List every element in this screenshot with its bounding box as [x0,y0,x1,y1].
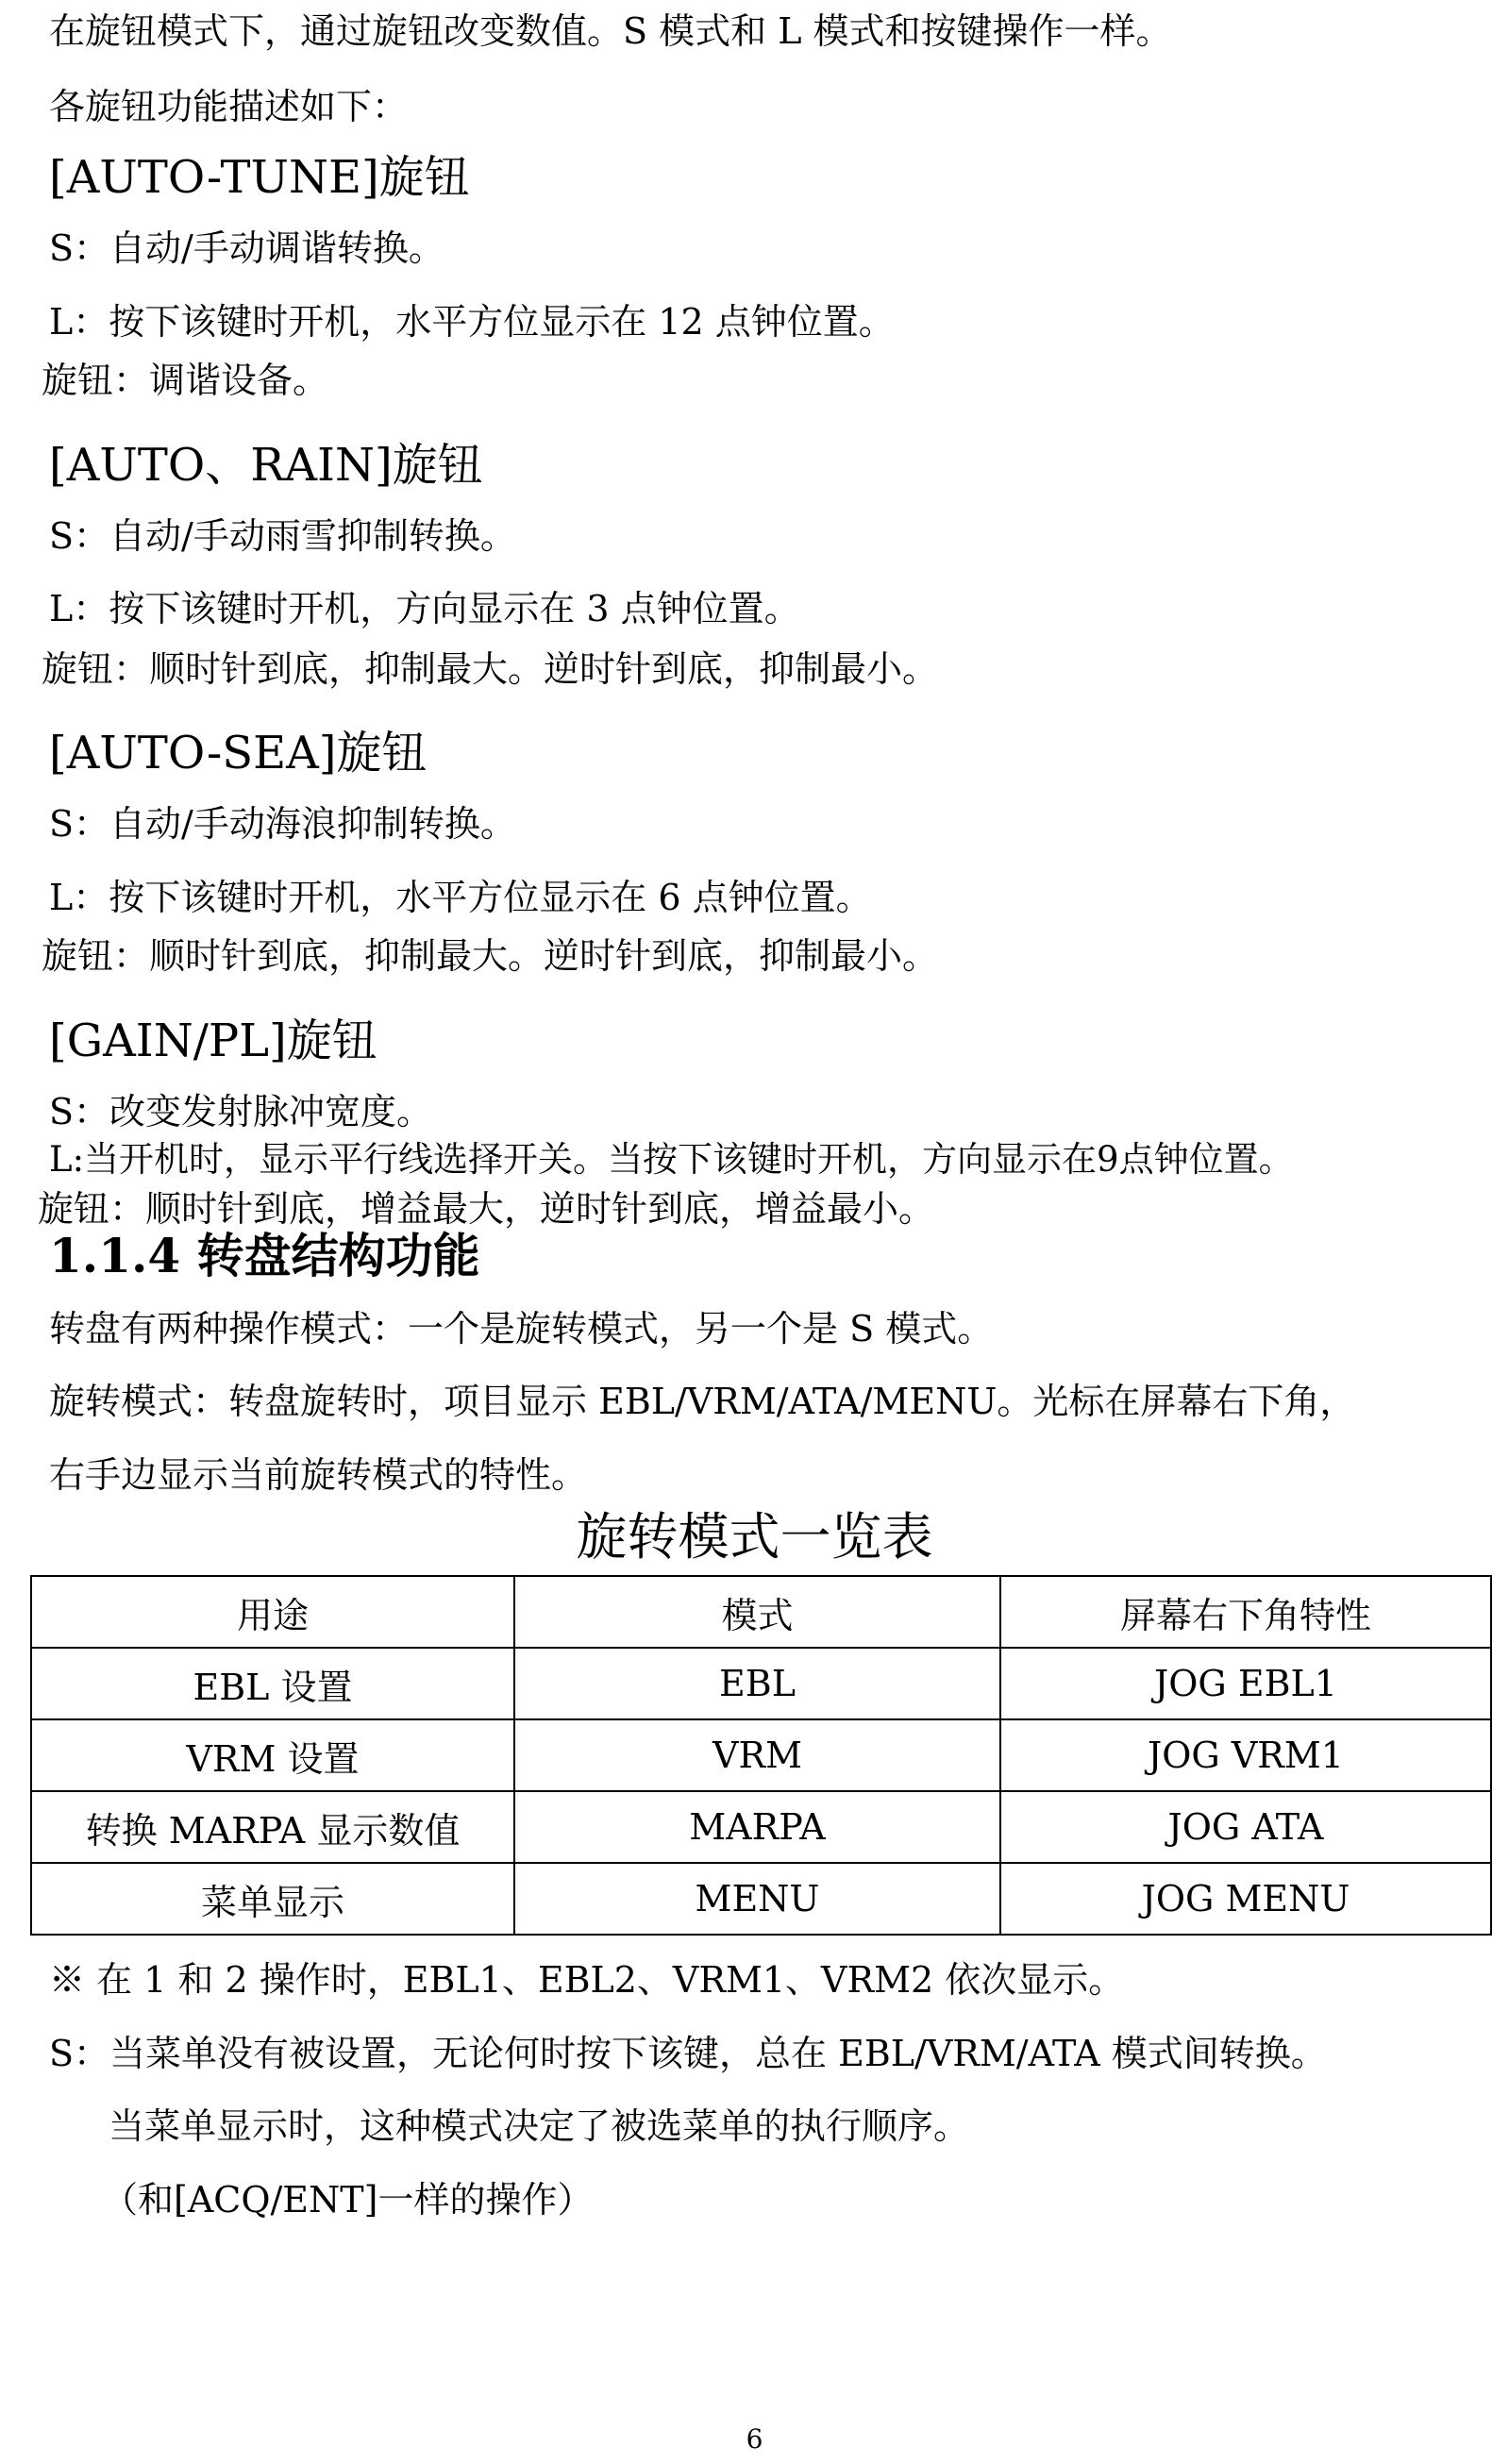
knob-s-gain-pl: S：改变发射脉冲宽度。 [49,1091,433,1132]
note-line-1: ※ 在 1 和 2 操作时，EBL1、EBL2、VRM1、VRM2 依次显示。 [49,1959,1125,2001]
section-paragraph-2: 旋转模式：转盘旋转时，项目显示 EBL/VRM/ATA/MENU。光标在屏幕右下角， [49,1381,1356,1422]
table-cell: JOG EBL1 [1000,1648,1491,1719]
table-row [31,1863,1491,1935]
knob-title-gain-pl: [GAIN/PL]旋钮 [49,1014,377,1067]
knob-title-auto-sea: [AUTO-SEA]旋钮 [49,727,428,779]
table-cell: VRM [514,1719,1000,1791]
knob-s-auto-sea: S：自动/手动海浪抑制转换。 [49,803,516,845]
knob-l-auto-rain: L：按下该键时开机，方向显示在 3 点钟位置。 [49,588,800,629]
knob-l-auto-sea: L：按下该键时开机，水平方位显示在 6 点钟位置。 [49,877,872,918]
table-cell: EBL 设置 [31,1648,514,1719]
table-title: 旋转模式一览表 [576,1507,933,1567]
table-header-cell: 屏幕右下角特性 [1000,1576,1491,1648]
intro-line-1: 在旋钮模式下，通过旋钮改变数值。S 模式和 L 模式和按键操作一样。 [49,10,1172,52]
knob-desc-auto-tune: 旋钮：调谐设备。 [42,360,329,401]
note-line-4: （和[ACQ/ENT]一样的操作） [102,2179,594,2221]
table-cell: 转换 MARPA 显示数值 [31,1791,514,1863]
knob-desc-auto-sea: 旋钮：顺时针到底，抑制最大。逆时针到底，抑制最小。 [42,935,939,977]
intro-line-2: 各旋钮功能描述如下： [49,86,409,127]
table-header-cell: 用途 [31,1576,514,1648]
knob-s-auto-rain: S：自动/手动雨雪抑制转换。 [49,515,516,557]
table-cell: MENU [514,1863,1000,1935]
knob-title-auto-rain: [AUTO、RAIN]旋钮 [49,439,483,492]
knob-s-auto-tune: S：自动/手动调谐转换。 [49,227,444,269]
section-paragraph-1: 转盘有两种操作模式：一个是旋转模式，另一个是 S 模式。 [49,1308,994,1349]
page-number: 6 [746,2423,763,2455]
table-cell: EBL [514,1648,1000,1719]
section-heading: 1.1.4 转盘结构功能 [49,1228,480,1283]
table-row [31,1648,1491,1719]
knob-title-auto-tune: [AUTO-TUNE]旋钮 [49,151,470,204]
section-paragraph-3: 右手边显示当前旋转模式的特性。 [49,1454,588,1496]
note-line-2: S：当菜单没有被设置，无论何时按下该键，总在 EBL/VRM/ATA 模式间转换。 [49,2033,1327,2074]
table-cell: JOG VRM1 [1000,1719,1491,1791]
table-cell: JOG ATA [1000,1791,1491,1863]
table-cell: VRM 设置 [31,1719,514,1791]
table-row [31,1719,1491,1791]
table-cell: 菜单显示 [31,1863,514,1935]
knob-desc-gain-pl: 旋钮：顺时针到底，增益最大，逆时针到底，增益最小。 [38,1188,935,1230]
table-header-row [31,1576,1491,1648]
knob-l-auto-tune: L：按下该键时开机，水平方位显示在 12 点钟位置。 [49,301,895,343]
table-header-cell: 模式 [514,1576,1000,1648]
rotation-mode-table [30,1575,1492,1936]
table-cell: JOG MENU [1000,1863,1491,1935]
knob-l-gain-pl: L:当开机时，显示平行线选择开关。当按下该键时开机，方向显示在9点钟位置。 [49,1139,1294,1180]
table-cell: MARPA [514,1791,1000,1863]
knob-desc-auto-rain: 旋钮：顺时针到底，抑制最大。逆时针到底，抑制最小。 [42,648,939,690]
note-line-3: 当菜单显示时，这种模式决定了被选菜单的执行顺序。 [109,2105,970,2147]
table-row [31,1791,1491,1863]
